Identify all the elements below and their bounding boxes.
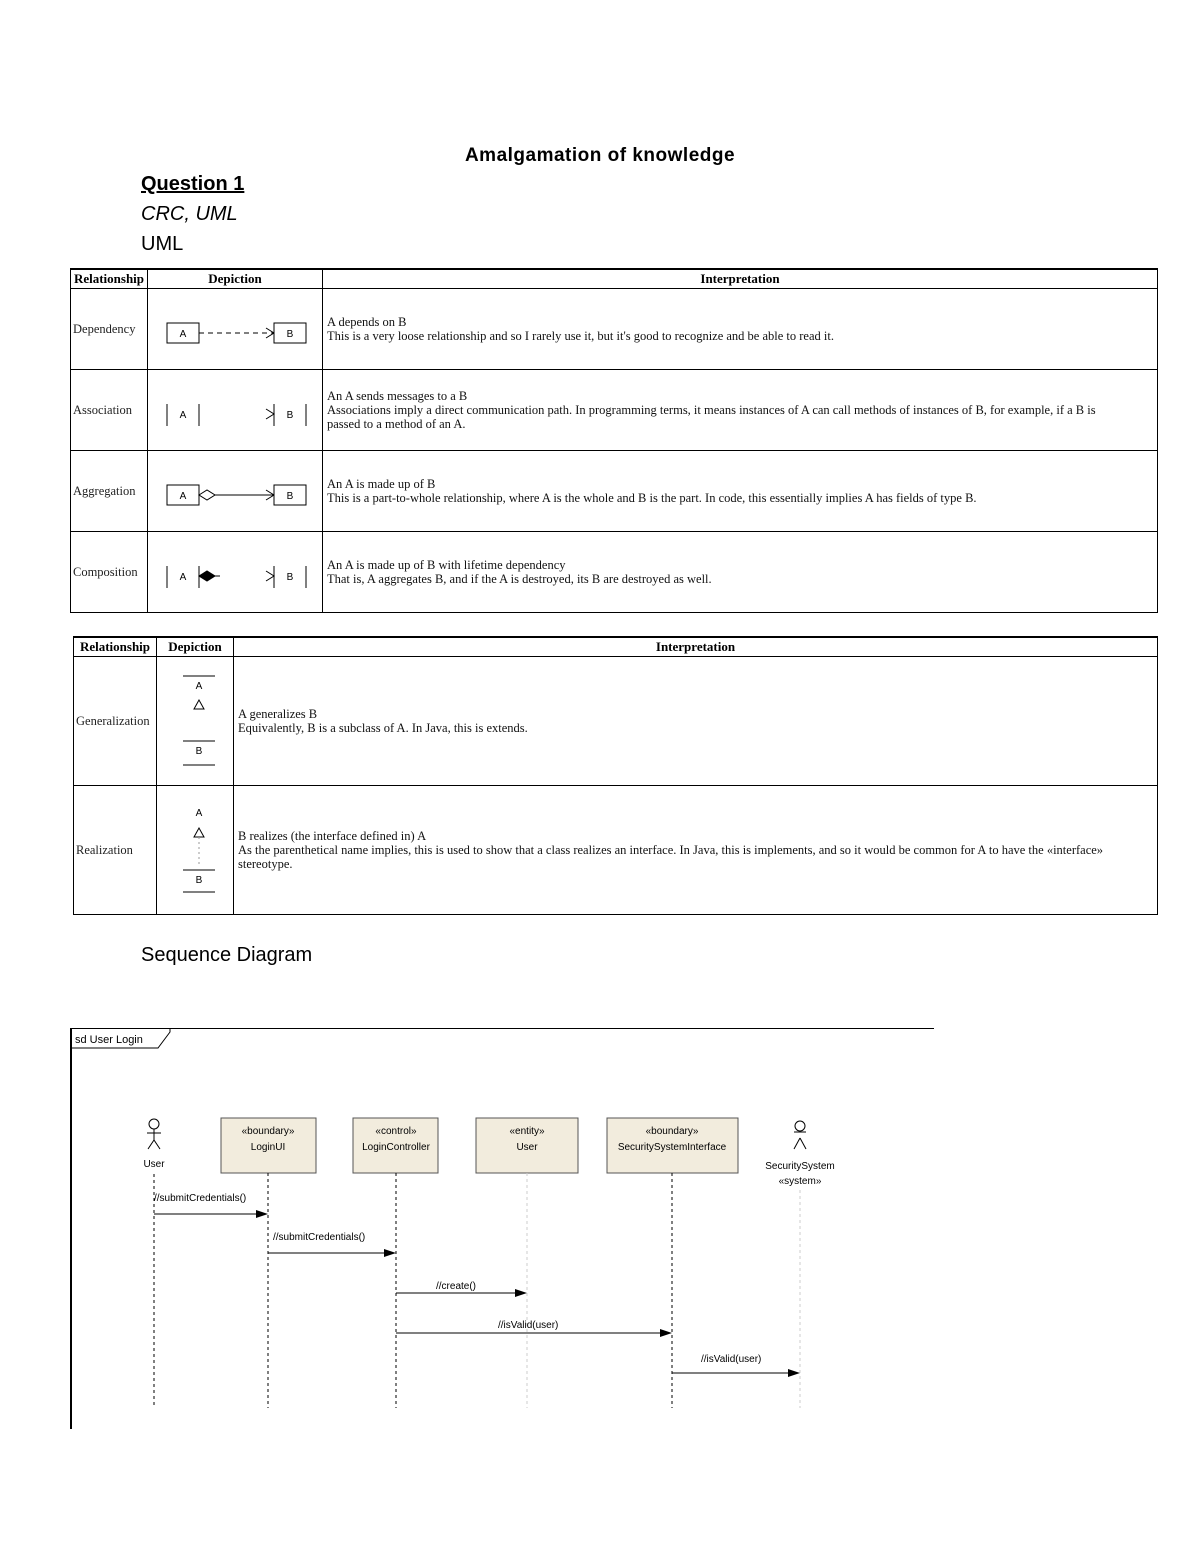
table-row <box>71 532 1158 613</box>
dependency-depiction <box>148 289 323 370</box>
filled-diamond-icon <box>199 571 215 581</box>
interpretation-line-2: That is, A aggregates B, and if the A is destroyed, its B are destroyed as well. <box>327 572 712 586</box>
lifeline-stereotype: «boundary» <box>645 1126 699 1137</box>
relationship-name: Aggregation <box>71 451 148 532</box>
box-b-label: B <box>286 410 294 421</box>
dependency-arrow-diagram <box>148 289 322 369</box>
interpretation-line-1: An A is made up of B with lifetime dependency <box>327 558 566 572</box>
hollow-triangle-icon <box>194 828 204 837</box>
question-heading: Question 1 <box>141 173 245 195</box>
box-a-label: A <box>195 681 203 692</box>
interpretation-cell <box>323 451 1158 532</box>
interpretation-cell <box>234 786 1158 915</box>
relationship-name: Association <box>71 370 148 451</box>
header-depiction: Depiction <box>148 269 323 289</box>
lifeline-label: LoginController <box>362 1142 430 1153</box>
interpretation-line-2: This is a part-to-whole relationship, where A is the whole and B is the part. In code, this essentially implies A has fields of type B. <box>327 491 977 505</box>
message-label: //submitCredentials() <box>154 1193 247 1204</box>
interpretation-line-2: As the parenthetical name implies, this is used to show that a class realizes an interface. In Java, this is implements, and so it would be common for A to have the «interface» <box>238 843 1104 857</box>
interpretation-line-2: Associations imply a direct communication path. In programming terms, it means instances of A can call methods of instances of B, for example, if a B is <box>327 403 1096 417</box>
arrowhead-icon <box>384 1249 396 1257</box>
association-depiction <box>148 370 323 451</box>
lifeline-label: User <box>143 1159 165 1170</box>
lifeline-label: User <box>516 1142 538 1153</box>
sequence-diagram-heading: Sequence Diagram <box>141 944 313 966</box>
interpretation-line-3: passed to a method of an A. <box>327 417 466 431</box>
arrowhead-icon <box>660 1329 672 1337</box>
interpretation-line-2: This is a very loose relationship and so I rarely use it, but it's good to recognize and be able to read it. <box>327 329 834 343</box>
box-a-label: A <box>179 410 187 421</box>
interpretation-line-1: An A sends messages to a B <box>327 389 468 403</box>
hollow-diamond-icon <box>199 490 215 500</box>
interpretation-cell <box>323 289 1158 370</box>
composition-arrow-diagram <box>148 532 322 612</box>
user-actor-icon <box>147 1119 161 1149</box>
lifeline-label: LoginUI <box>250 1142 286 1153</box>
table-header-row <box>71 269 1158 289</box>
generalization-diagram <box>157 657 233 785</box>
frame-label: sd User Login <box>75 1034 143 1046</box>
table-row <box>71 289 1158 370</box>
interpretation-line-1: An A is made up of B <box>327 477 436 491</box>
box-b-label: B <box>286 491 294 502</box>
interpretation-line-1: B realizes (the interface defined in) A <box>238 829 427 843</box>
lifeline-stereotype: «control» <box>375 1126 417 1137</box>
question-subtitle: CRC, UML <box>141 203 238 225</box>
header-relationship: Relationship <box>74 637 157 657</box>
lifeline-stereotype: «boundary» <box>241 1126 295 1137</box>
interpretation-cell <box>234 657 1158 786</box>
realization-depiction <box>157 786 234 915</box>
lifeline-label: SecuritySystemInterface <box>617 1142 727 1153</box>
arrowhead-icon <box>256 1210 268 1218</box>
arrowhead-icon <box>788 1369 800 1377</box>
box-b-label: B <box>195 746 203 757</box>
aggregation-arrow-diagram <box>148 451 322 531</box>
lifeline-label: SecuritySystem <box>765 1161 835 1172</box>
box-b-label: B <box>286 572 294 583</box>
relationship-name: Dependency <box>71 289 148 370</box>
box-b-label: B <box>286 329 294 340</box>
uml-label: UML <box>141 233 184 255</box>
interpretation-cell <box>323 532 1158 613</box>
document-title: Amalgamation of knowledge <box>464 145 736 166</box>
relationship-name: Generalization <box>74 657 157 786</box>
table-row <box>71 370 1158 451</box>
relationship-name: Realization <box>74 786 157 915</box>
aggregation-depiction <box>148 451 323 532</box>
interpretation-line-1: A depends on B <box>327 315 407 329</box>
uml-inheritance-table <box>73 636 1158 915</box>
box-a-label: A <box>179 329 187 340</box>
message-label: //create() <box>436 1281 477 1292</box>
arrowhead-icon <box>515 1289 527 1297</box>
generalization-depiction <box>157 657 234 786</box>
message-label: //submitCredentials() <box>273 1232 366 1243</box>
table-row <box>74 786 1158 915</box>
header-interpretation: Interpretation <box>323 269 1158 289</box>
box-b-label: B <box>195 875 203 886</box>
box-a-label: A <box>195 808 203 819</box>
interpretation-cell <box>323 370 1158 451</box>
message-label: //isValid(user) <box>701 1354 762 1365</box>
composition-depiction <box>148 532 323 613</box>
table-header-row <box>74 637 1158 657</box>
message-label: //isValid(user) <box>498 1320 559 1331</box>
header-depiction: Depiction <box>157 637 234 657</box>
association-arrow-diagram <box>148 370 322 450</box>
header-interpretation: Interpretation <box>234 637 1158 657</box>
table-row <box>71 451 1158 532</box>
sequence-diagram <box>70 1028 935 1430</box>
interpretation-line-1: A generalizes B <box>238 707 318 721</box>
box-a-label: A <box>179 491 187 502</box>
system-actor-icon <box>794 1121 806 1149</box>
lifeline-stereotype: «system» <box>778 1176 822 1187</box>
header-relationship: Relationship <box>71 269 148 289</box>
uml-relationship-table <box>70 268 1158 613</box>
interpretation-line-2: Equivalently, B is a subclass of A. In Java, this is extends. <box>238 721 528 735</box>
table-row <box>74 657 1158 786</box>
realization-diagram <box>157 786 233 914</box>
hollow-triangle-icon <box>194 700 204 709</box>
box-a-label: A <box>179 572 187 583</box>
lifeline-stereotype: «entity» <box>509 1126 545 1137</box>
interpretation-line-3: stereotype. <box>238 857 293 871</box>
relationship-name: Composition <box>71 532 148 613</box>
